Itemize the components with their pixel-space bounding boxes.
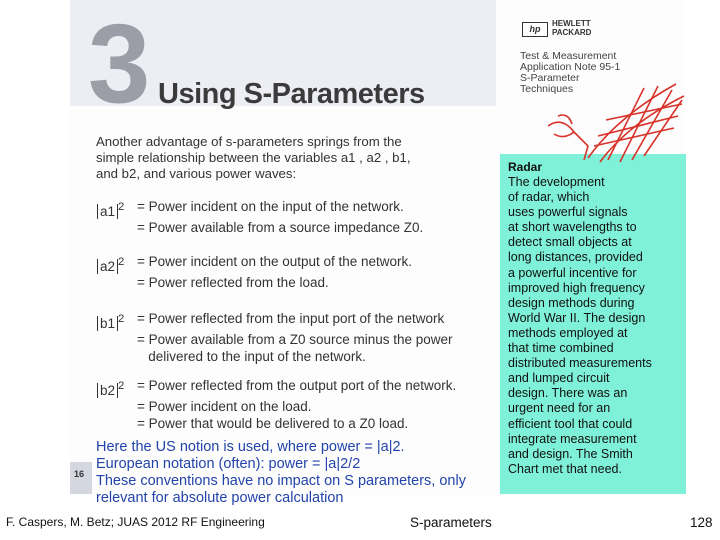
hp-name-line: PACKARD xyxy=(552,28,592,37)
sidebar-text xyxy=(508,175,684,477)
sidebar-line: long distances, provided xyxy=(508,250,643,265)
sidebar-line: and design. The Smith xyxy=(508,446,633,461)
eq-symbol: a1 xyxy=(97,204,118,219)
eq-line: = Power reflected from the load. xyxy=(137,275,329,290)
hp-name-line: HEWLETT xyxy=(552,19,591,28)
sidebar-line: The development xyxy=(508,175,605,189)
sidebar-line: Chart met that need. xyxy=(508,461,622,476)
equation-a1: a1 $^2$ = Power incident on the input of the network. = Power available from a source impedance Z0. xyxy=(97,199,423,237)
note-line: relevant for absolute power calculation xyxy=(96,490,344,506)
eq-line: = Power incident on the output of the network. xyxy=(137,254,413,269)
intro-line: simple relationship between the variables a1 , a2 , b1, xyxy=(96,149,411,165)
slide-number: 128 xyxy=(690,515,713,530)
note-line: These conventions have no impact on S parameters, only xyxy=(96,473,466,489)
sidebar-line: at short wavelengths to xyxy=(508,220,637,235)
equation-b1: b1 $^2$ = Power reflected from the input port of the network = Power available from a Z0 source minus the power delivered to the input of the network. xyxy=(97,311,453,365)
footer-topic: S-parameters xyxy=(410,515,492,530)
eq-line: = Power available from a source impedance Z0. xyxy=(137,220,424,235)
eq-line: = Power incident on the input of the network. xyxy=(137,199,404,214)
app-note-line: S-Parameter xyxy=(520,72,580,84)
hp-logo: hp xyxy=(522,22,548,37)
sidebar-line: integrate measurement xyxy=(508,431,637,446)
page-number: 16 xyxy=(74,469,85,479)
sidebar-line: efficient tool that could xyxy=(508,416,633,431)
sidebar-line: of radar, which xyxy=(508,190,590,205)
chapter-number: 3 xyxy=(88,1,151,126)
app-note-line: Test & Measurement xyxy=(520,50,617,62)
notation-note xyxy=(96,439,466,507)
intro-line: Another advantage of s-parameters springs from the xyxy=(96,134,402,149)
chapter-title: Using S-Parameters xyxy=(158,78,425,110)
radar-antenna-drawing xyxy=(548,76,686,166)
eq-line: = Power available from a Z0 source minus the power xyxy=(137,332,453,347)
sidebar-line: that time combined xyxy=(508,341,614,356)
eq-symbol: b1 xyxy=(97,316,118,331)
equation-b2: b2 $^2$ = Power reflected from the output port of the network. = Power incident on the load. = Power that would be delivered to a Z0 load. xyxy=(97,378,456,432)
footer-author: F. Caspers, M. Betz; JUAS 2012 RF Engineering xyxy=(6,515,265,529)
sidebar-line: design methods during xyxy=(508,295,635,310)
sidebar-line: and lumped circuit xyxy=(508,371,610,386)
sidebar-line: methods employed at xyxy=(508,325,628,340)
sidebar-line: distributed measurements xyxy=(508,356,652,371)
sidebar-line: design. There was an xyxy=(508,386,628,401)
eq-line: delivered to the input of the network. xyxy=(137,348,366,364)
eq-line: = Power reflected from the output port of the network. xyxy=(137,378,457,393)
eq-line: = Power incident on the load. xyxy=(137,399,312,414)
sidebar-line: World War II. The design xyxy=(508,310,646,325)
hp-company-name xyxy=(552,19,612,37)
eq-line: = Power that would be delivered to a Z0 load. xyxy=(137,415,409,431)
sidebar-line: a powerful incentive for xyxy=(508,265,637,280)
sidebar-line: uses powerful signals xyxy=(508,205,628,220)
intro-paragraph xyxy=(96,134,411,181)
sidebar-heading: Radar xyxy=(508,160,543,174)
eq-symbol: b2 xyxy=(97,383,118,398)
app-note-line: Application Note 95-1 xyxy=(520,61,621,73)
sidebar-line: urgent need for an xyxy=(508,401,611,416)
sidebar-line: improved high frequency xyxy=(508,280,645,295)
app-note-line: Techniques xyxy=(520,83,574,95)
eq-symbol: a2 xyxy=(97,259,118,274)
intro-line: and b2, and various power waves: xyxy=(96,165,297,181)
note-line: European notation (often): power = |a|2/2 xyxy=(96,456,361,472)
sidebar-line: detect small objects at xyxy=(508,235,632,250)
eq-line: = Power reflected from the input port of the network xyxy=(137,311,445,326)
note-line: Here the US notion is used, where power = |a|2. xyxy=(96,439,405,455)
equation-a2: a2 $^2$ = Power incident on the output of the network. = Power reflected from the load. xyxy=(97,254,412,292)
